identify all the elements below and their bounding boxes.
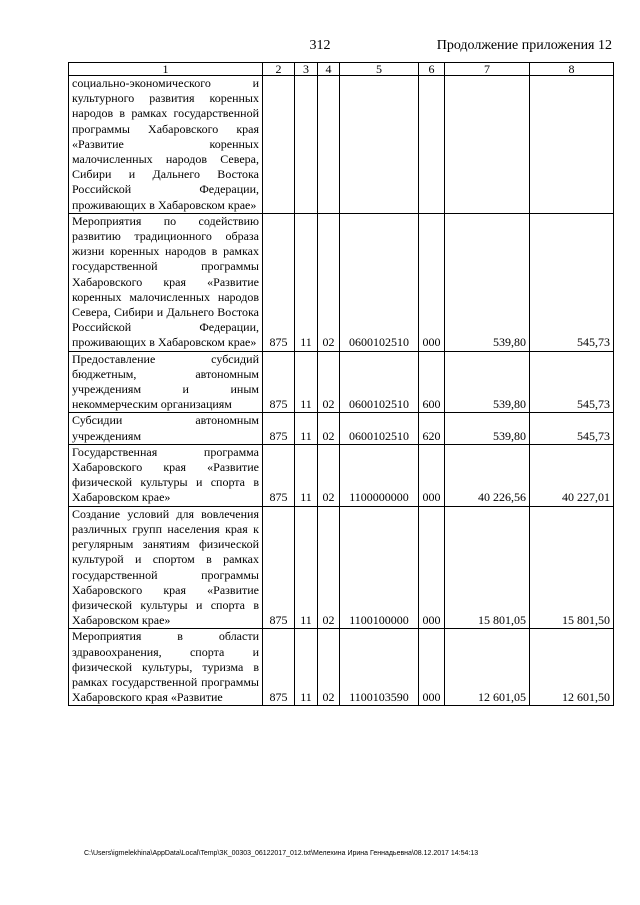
table-row: [69, 351, 614, 413]
page-number: 312: [309, 38, 331, 53]
column-number: 7: [445, 63, 530, 76]
cell-amount-1: 539,80: [445, 413, 530, 444]
cell-target-article: 1100100000: [340, 506, 419, 629]
cell-target-article: 0600102510: [340, 213, 419, 351]
cell-expense-type: 620: [419, 413, 445, 444]
cell-expense-type: 000: [419, 629, 445, 706]
cell-admin-code: 875: [263, 213, 295, 351]
cell-amount-2: 12 601,50: [530, 629, 614, 706]
row-name: социально-экономического и культурного развития коренных народов в рамках государственной программы Хабаровского края «Развитие коренных малочисленных народов Севера, Сибири и Дальнего Востока Российской Федерации, проживающих в Хабаровском крае»: [69, 76, 263, 214]
cell-section: 11: [295, 413, 318, 444]
cell-target-article: 0600102510: [340, 351, 419, 413]
cell-admin-code: 875: [263, 506, 295, 629]
cell-amount-2: 545,73: [530, 351, 614, 413]
cell-expense-type: 600: [419, 351, 445, 413]
cell-subsection: 02: [318, 506, 340, 629]
cell-section: 11: [295, 444, 318, 506]
cell-subsection: 02: [318, 629, 340, 706]
cell-target-article: 0600102510: [340, 413, 419, 444]
cell-section: [295, 76, 318, 214]
cell-section: 11: [295, 213, 318, 351]
cell-subsection: 02: [318, 444, 340, 506]
cell-expense-type: 000: [419, 506, 445, 629]
cell-subsection: 02: [318, 413, 340, 444]
cell-target-article: [340, 76, 419, 214]
cell-admin-code: [263, 76, 295, 214]
cell-amount-1: 539,80: [445, 213, 530, 351]
table-row: [69, 213, 614, 351]
column-number: 1: [69, 63, 263, 76]
row-name: Мероприятия в области здравоохранения, спорта и физической культуры, туризма в рамках государственной программы Хабаровского края «Развитие: [69, 629, 263, 706]
footer-file-path: C:\Users\igmelekhina\AppData\Local\Temp\ЗК_00303_06122017_012.txt\Мелехина Ирина Геннадьевна\08.12.2017 14:54:13: [84, 850, 479, 857]
cell-amount-1: [445, 76, 530, 214]
table-row: [69, 413, 614, 444]
cell-amount-1: 12 601,05: [445, 629, 530, 706]
cell-admin-code: 875: [263, 351, 295, 413]
cell-expense-type: 000: [419, 444, 445, 506]
cell-section: 11: [295, 351, 318, 413]
column-number: 6: [419, 63, 445, 76]
cell-admin-code: 875: [263, 444, 295, 506]
cell-amount-2: 40 227,01: [530, 444, 614, 506]
row-name: Государственная программа Хабаровского края «Развитие физической культуры и спорта в Хабаровском крае»: [69, 444, 263, 506]
cell-subsection: 02: [318, 213, 340, 351]
cell-amount-1: 40 226,56: [445, 444, 530, 506]
column-number-row: [69, 63, 614, 76]
table-row: [69, 76, 614, 214]
cell-target-article: 1100103590: [340, 629, 419, 706]
table-row: [69, 444, 614, 506]
budget-table: [68, 62, 614, 706]
cell-subsection: [318, 76, 340, 214]
cell-amount-1: 15 801,05: [445, 506, 530, 629]
row-name: Предоставление субсидий бюджетным, автономным учреждениям и иным некоммерческим организациям: [69, 351, 263, 413]
cell-admin-code: 875: [263, 413, 295, 444]
cell-amount-2: 15 801,50: [530, 506, 614, 629]
appendix-note: Продолжение приложения 12: [436, 38, 612, 53]
cell-section: 11: [295, 629, 318, 706]
cell-subsection: 02: [318, 351, 340, 413]
column-number: 2: [263, 63, 295, 76]
row-name: Субсидии автономным учреждениям: [69, 413, 263, 444]
cell-admin-code: 875: [263, 629, 295, 706]
column-number: 4: [318, 63, 340, 76]
cell-expense-type: [419, 76, 445, 214]
column-number: 8: [530, 63, 614, 76]
cell-expense-type: 000: [419, 213, 445, 351]
row-name: Мероприятия по содействию развитию традиционного образа жизни коренных народов в рамках государственной программы Хабаровского края «Развитие коренных малочисленных народов Севера, Сибири и Дальнего Востока Российской Федерации, проживающих в Хабаровском крае»: [69, 213, 263, 351]
cell-target-article: 1100000000: [340, 444, 419, 506]
cell-amount-1: 539,80: [445, 351, 530, 413]
cell-amount-2: 545,73: [530, 413, 614, 444]
table-row: [69, 506, 614, 629]
table-row: [69, 629, 614, 706]
cell-amount-2: [530, 76, 614, 214]
cell-amount-2: 545,73: [530, 213, 614, 351]
column-number: 5: [340, 63, 419, 76]
row-name: Создание условий для вовлечения различных групп населения края к регулярным занятиям физической культурой и спортом в рамках государственной программы Хабаровского края «Развитие физической культуры и спорта в Хабаровском крае»: [69, 506, 263, 629]
column-number: 3: [295, 63, 318, 76]
cell-section: 11: [295, 506, 318, 629]
